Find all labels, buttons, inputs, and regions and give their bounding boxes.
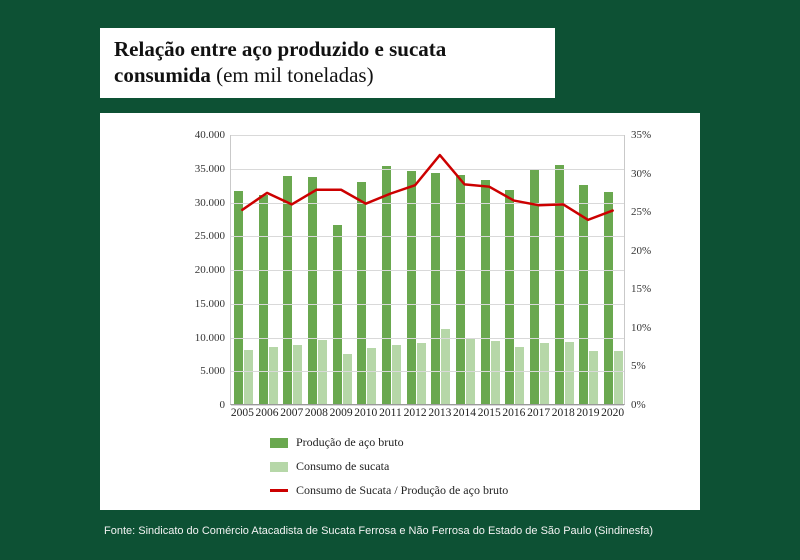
chart-legend [100,435,700,507]
x-axis-label: 2017 [527,407,551,419]
legend-label-steel: Produção de aço bruto [296,435,404,449]
y-axis-left-tick: 10.000 [194,331,225,344]
y-axis-left-tick: 0 [219,399,225,411]
title-line-2 [114,62,545,88]
title-line-1 [114,36,545,62]
gridline [231,405,624,406]
y-axis-right-tick: 25% [631,206,652,219]
legend-label-ratio: Consumo de Sucata / Produção de aço bruto [296,483,509,497]
source-note: Fonte: Sindicato do Comércio Atacadista de Sucata Ferrosa e Não Ferrosa do Estado de São Paulo (Sindinesfa) [104,525,654,537]
y-axis-right-tick: 5% [631,360,646,373]
y-axis-right-tick: 20% [631,244,652,257]
title-text-1: Relação entre aço produzido e sucata [114,37,447,61]
title-box [100,28,555,98]
y-axis-right-tick: 30% [631,167,652,180]
legend-swatch-scrap [270,462,288,472]
legend-item-scrap [100,459,700,474]
title-text-2: consumida [114,63,211,87]
legend-swatch-ratio [270,489,288,492]
legend-label-scrap: Consumo de sucata [296,459,390,473]
y-axis-left-tick: 20.000 [194,264,225,276]
x-axis-label: 2013 [428,407,452,419]
title-subtext: (em mil toneladas) [210,63,374,87]
legend-item-steel [100,435,700,450]
legend-item-ratio [100,483,700,498]
y-axis-left-tick: 15.000 [194,297,225,310]
y-axis-right-tick: 15% [631,283,652,296]
legend-swatch-steel [270,438,288,448]
y-axis-left-tick: 40.000 [194,129,225,141]
ratio-line-layer [230,135,625,405]
y-axis-left-tick: 5.000 [200,365,225,378]
x-axis-label: 2012 [403,407,427,419]
x-axis-label: 2019 [576,407,600,419]
y-axis-left-tick: 30.000 [194,196,225,209]
chart-panel [100,113,700,510]
x-axis-label: 2014 [453,407,477,419]
x-axis-label: 2020 [601,407,625,419]
ratio-line-path [242,155,612,220]
x-axis-label: 2006 [255,407,279,419]
x-axis-label: 2018 [551,407,575,419]
x-axis-label: 2009 [329,407,353,419]
y-axis-right-tick: 35% [631,129,652,141]
x-axis-label: 2011 [379,407,402,419]
plot-wrapper [100,113,700,419]
x-axis-label: 2010 [354,407,378,419]
y-axis-left-tick: 35.000 [194,162,225,175]
x-axis-label: 2008 [304,407,328,419]
x-axis-label: 2016 [502,407,526,419]
y-axis-right-tick: 0% [631,399,646,411]
x-axis-labels [230,407,625,427]
x-axis-label: 2015 [477,407,501,419]
y-axis-right-tick: 10% [631,321,652,334]
x-axis-label: 2005 [230,407,254,419]
x-axis-label: 2007 [280,407,304,419]
y-axis-left-tick: 25.000 [194,230,225,243]
